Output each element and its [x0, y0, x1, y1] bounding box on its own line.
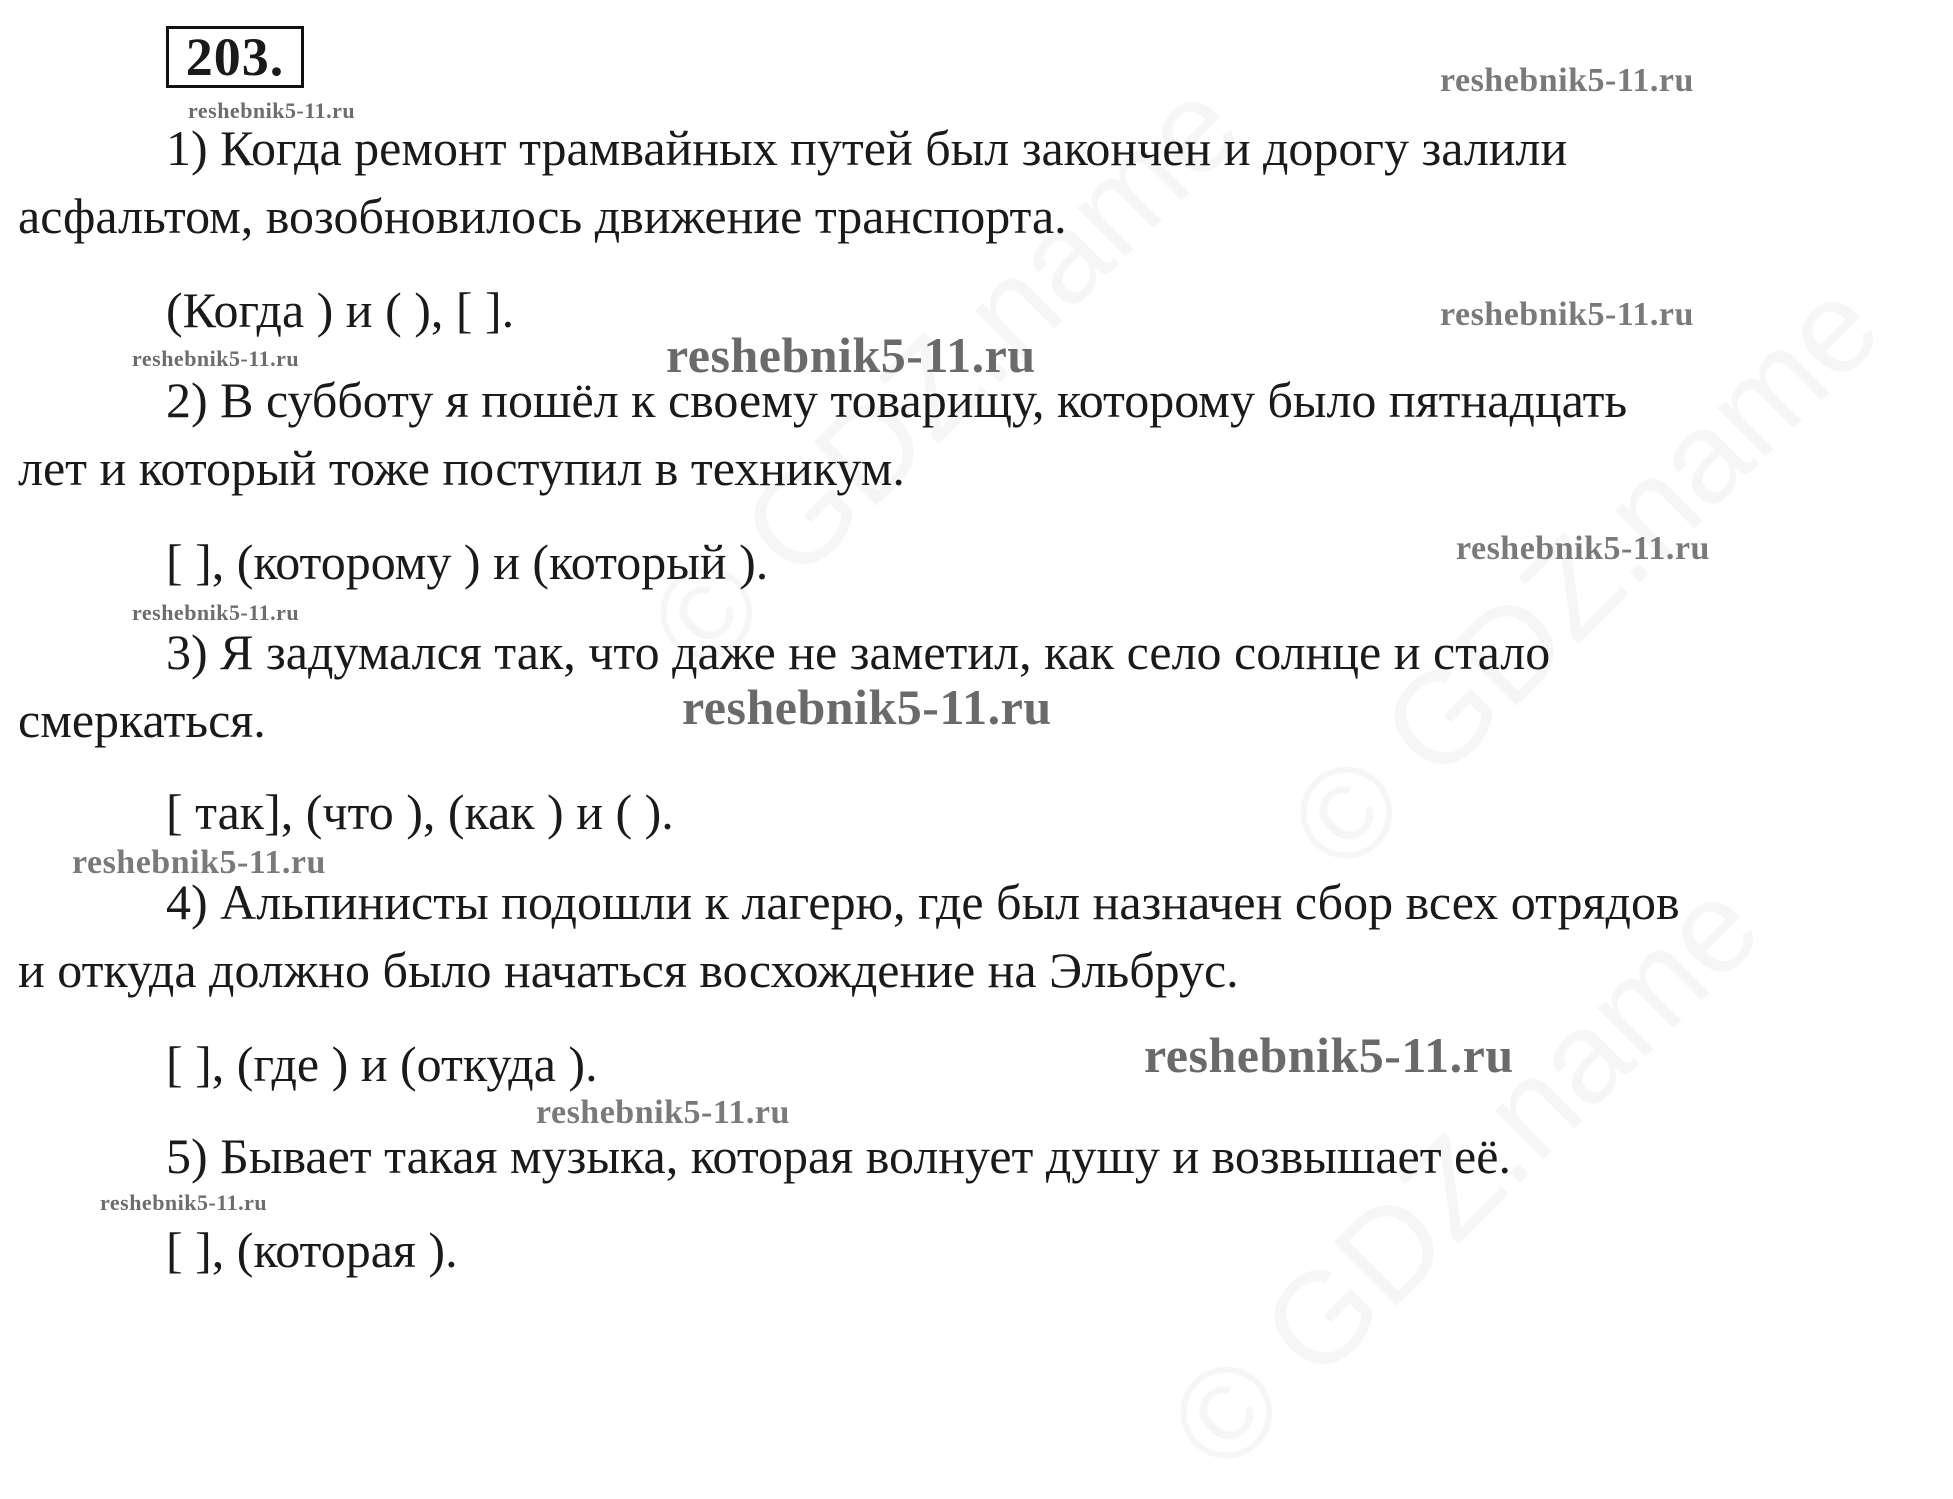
- sentence-5-line-1: 5) Бывает такая музыка, которая волнует душу и возвышает её.: [166, 1128, 1511, 1184]
- task-number-box: 203.: [166, 26, 304, 88]
- sentence-3-scheme: [ так], (что ), (как ) и ( ).: [166, 784, 674, 840]
- site-watermark: reshebnik5-11.ru: [132, 600, 300, 625]
- sentence-3-line-2: смеркаться.: [18, 692, 266, 748]
- site-watermark: reshebnik5-11.ru: [1440, 62, 1694, 99]
- sentence-4-line-2: и откуда должно было начаться восхождение на Эльбрус.: [18, 942, 1239, 998]
- sentence-3-line-1: 3) Я задумался так, что даже не заметил, как село солнце и стало: [166, 624, 1551, 680]
- site-watermark: reshebnik5-11.ru: [682, 679, 1052, 735]
- site-watermark: reshebnik5-11.ru: [1440, 296, 1694, 333]
- site-watermark: reshebnik5-11.ru: [666, 327, 1036, 383]
- background-watermark: [1259, 251, 1908, 900]
- sentence-2-scheme: [ ], (которому ) и (который ).: [166, 534, 769, 590]
- site-watermark: reshebnik5-11.ru: [132, 346, 300, 371]
- site-watermark: reshebnik5-11.ru: [1456, 530, 1710, 567]
- site-watermark: reshebnik5-11.ru: [100, 1190, 268, 1215]
- site-watermark: reshebnik5-11.ru: [188, 98, 356, 123]
- sentence-1-line-2: асфальтом, возобновилось движение транспорта.: [18, 188, 1067, 244]
- site-watermark: reshebnik5-11.ru: [72, 844, 326, 881]
- sentence-2-line-2: лет и который тоже поступил в техникум.: [18, 440, 905, 496]
- sentence-5-scheme: [ ], (которая ).: [166, 1222, 458, 1278]
- site-watermark: reshebnik5-11.ru: [1144, 1027, 1514, 1083]
- sentence-1-scheme: (Когда ) и ( ), [ ].: [166, 282, 515, 338]
- sentence-4-line-1: 4) Альпинисты подошли к лагерю, где был назначен сбор всех отрядов: [166, 874, 1680, 930]
- sentence-2-line-1: 2) В субботу я пошёл к своему товарищу, которому было пятнадцать: [166, 372, 1628, 428]
- sentence-4-scheme: [ ], (где ) и (откуда ).: [166, 1036, 598, 1092]
- sentence-1-line-1: 1) Когда ремонт трамвайных путей был закончен и дорогу залили: [166, 120, 1568, 176]
- site-watermark: reshebnik5-11.ru: [536, 1094, 790, 1131]
